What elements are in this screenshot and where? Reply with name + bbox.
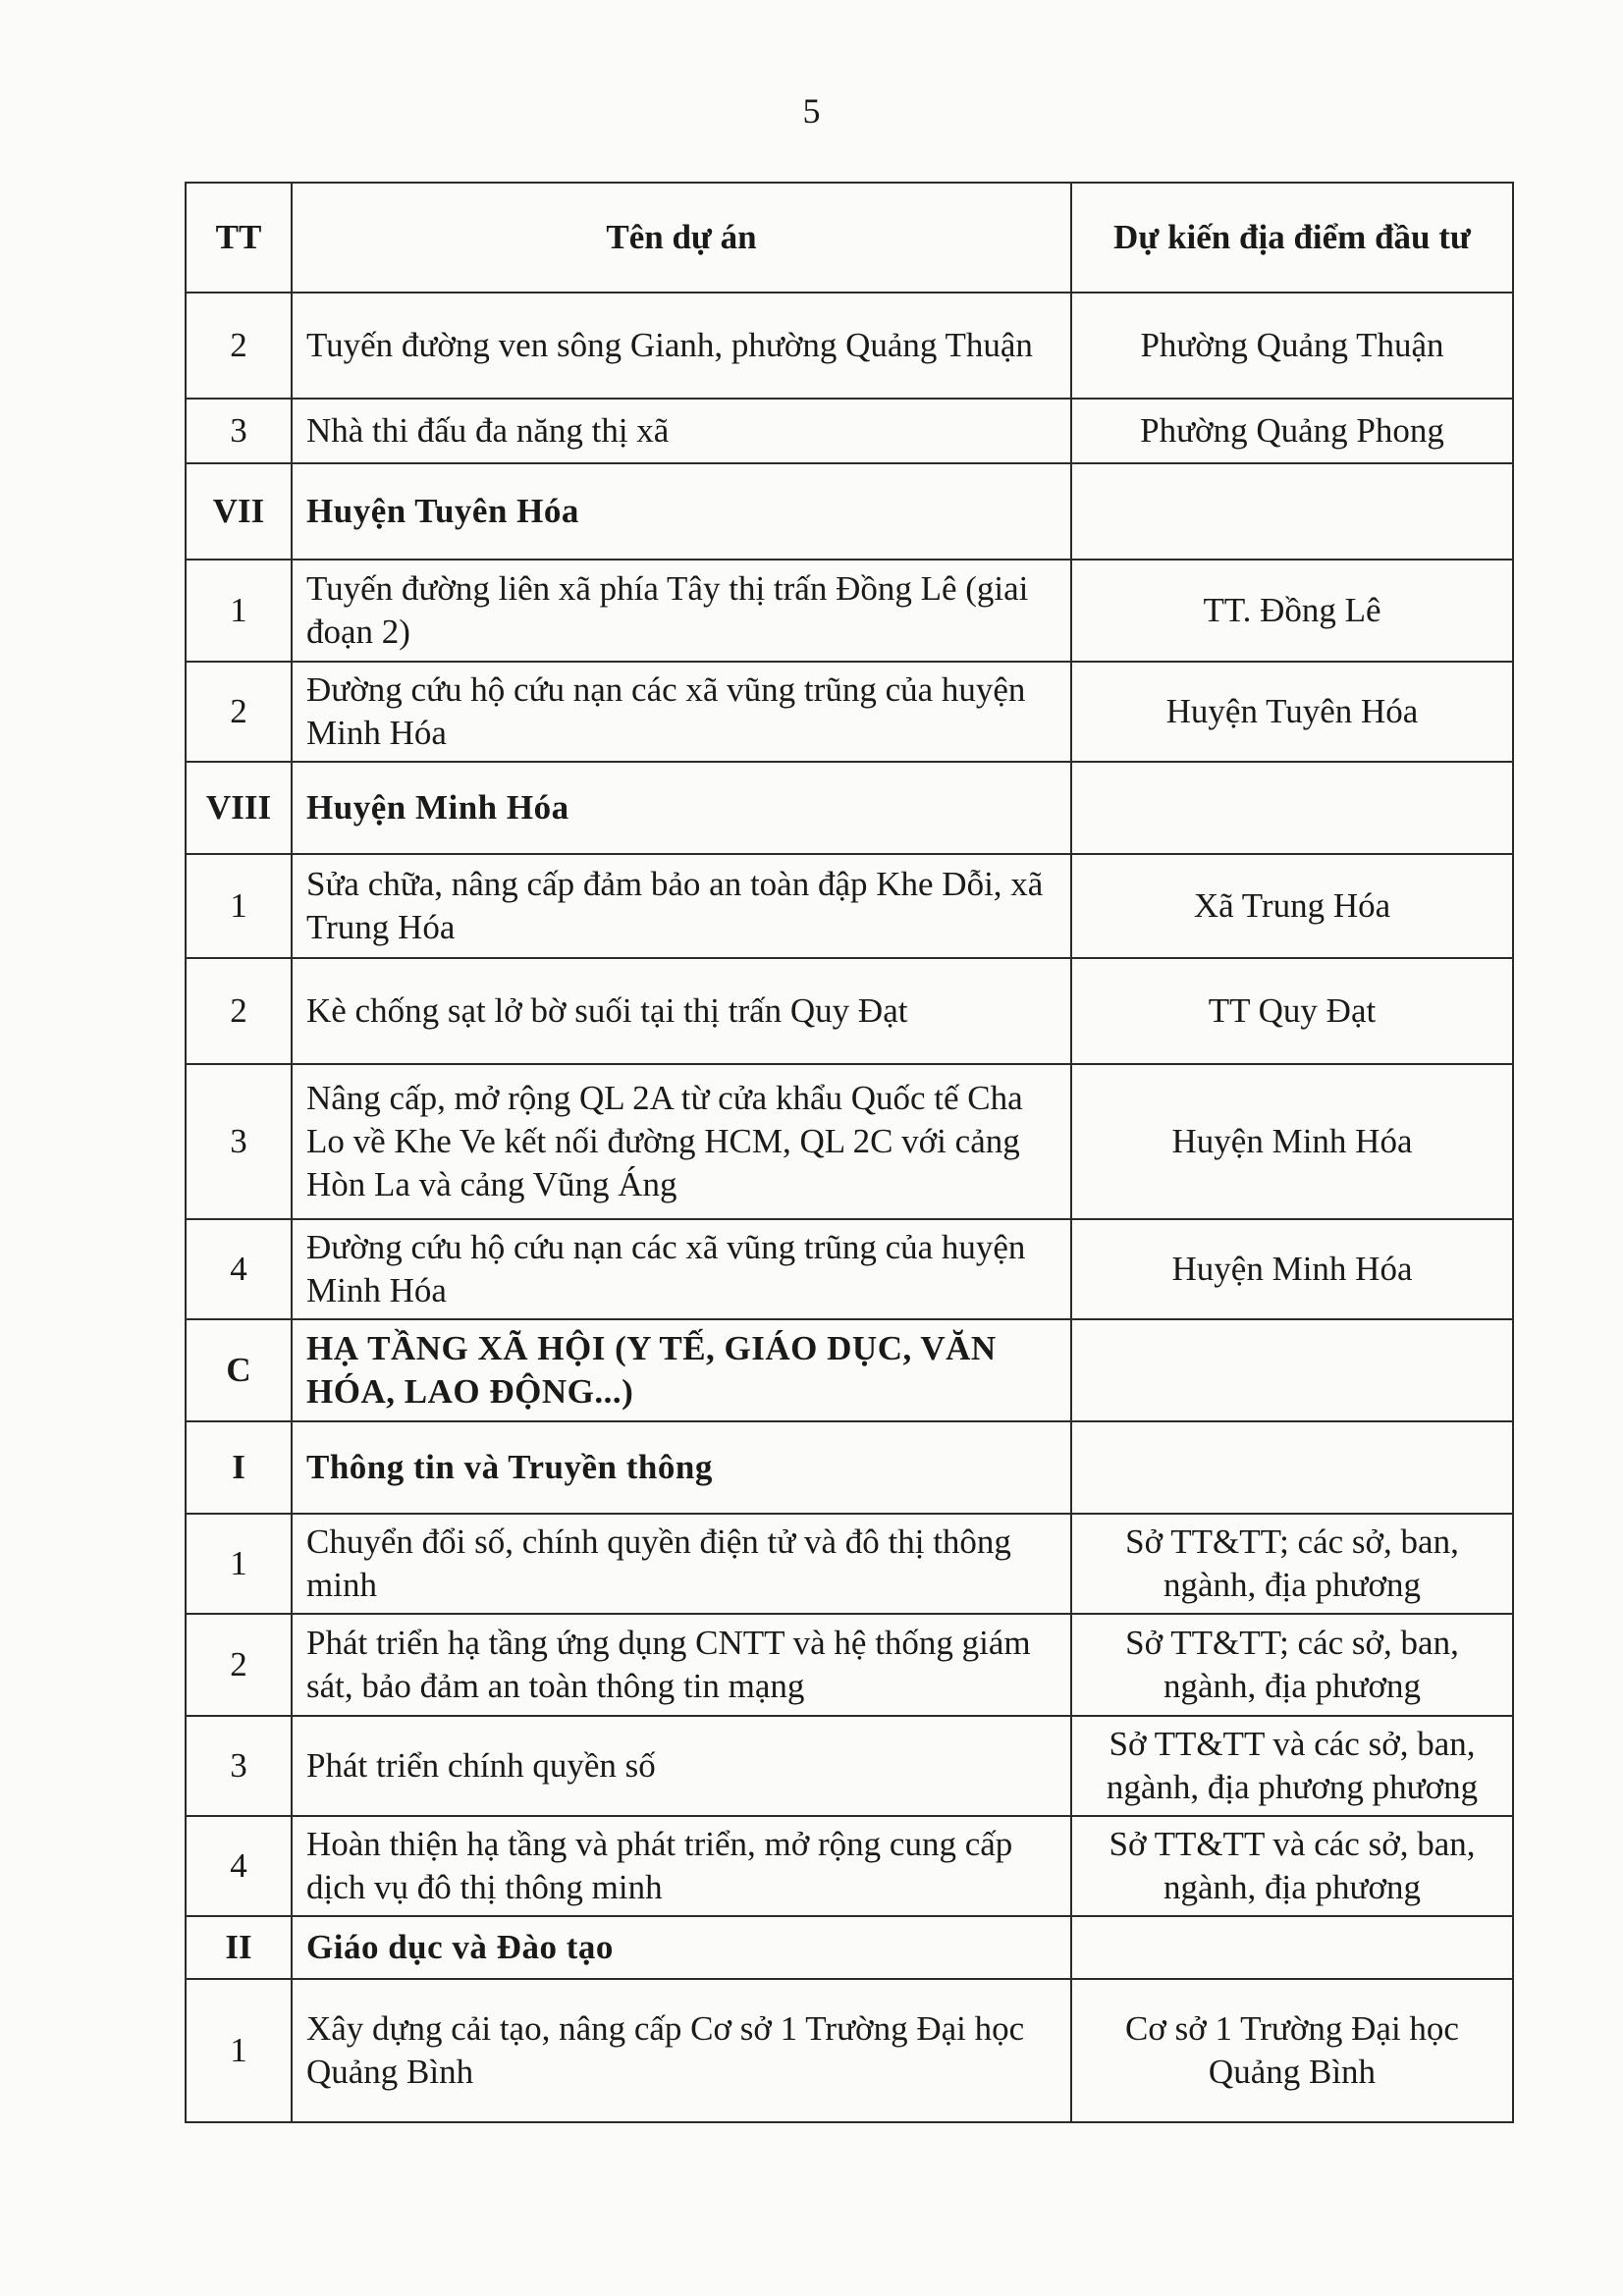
- row-number: 1: [186, 1979, 292, 2122]
- table-row: [186, 1614, 1513, 1716]
- investment-location: [1071, 1319, 1513, 1421]
- investment-location: Huyện Minh Hóa: [1071, 1219, 1513, 1319]
- investment-location: TT Quy Đạt: [1071, 958, 1513, 1064]
- investment-location: [1071, 463, 1513, 560]
- table-row: [186, 1716, 1513, 1816]
- investment-location: Sở TT&TT và các sở, ban, ngành, địa phương: [1071, 1816, 1513, 1916]
- header-tt: TT: [186, 183, 292, 293]
- table-row: [186, 1816, 1513, 1916]
- project-name: Phát triển chính quyền số: [292, 1716, 1071, 1816]
- investment-location: Huyện Minh Hóa: [1071, 1064, 1513, 1219]
- row-number: 2: [186, 293, 292, 399]
- row-number: 3: [186, 399, 292, 463]
- row-number: II: [186, 1916, 292, 1979]
- row-number: 4: [186, 1816, 292, 1916]
- row-number: I: [186, 1421, 292, 1514]
- project-name: Nâng cấp, mở rộng QL 2A từ cửa khẩu Quốc tế Cha Lo về Khe Ve kết nối đường HCM, QL 2C với cảng Hòn La và cảng Vũng Áng: [292, 1064, 1071, 1219]
- project-name: Thông tin và Truyền thông: [292, 1421, 1071, 1514]
- table-row: [186, 1979, 1513, 2122]
- table-row: [186, 1064, 1513, 1219]
- project-name: Huyện Tuyên Hóa: [292, 463, 1071, 560]
- project-name: Phát triển hạ tầng ứng dụng CNTT và hệ thống giám sát, bảo đảm an toàn thông tin mạng: [292, 1614, 1071, 1716]
- investment-location: Phường Quảng Thuận: [1071, 293, 1513, 399]
- table-group-row: [186, 463, 1513, 560]
- table-header-row: [186, 183, 1513, 293]
- row-number: VII: [186, 463, 292, 560]
- row-number: 2: [186, 662, 292, 762]
- investment-location: Cơ sở 1 Trường Đại học Quảng Bình: [1071, 1979, 1513, 2122]
- project-name: Tuyến đường ven sông Gianh, phường Quảng Thuận: [292, 293, 1071, 399]
- investment-location: Huyện Tuyên Hóa: [1071, 662, 1513, 762]
- project-name: Chuyển đổi số, chính quyền điện tử và đô thị thông minh: [292, 1514, 1071, 1614]
- header-location: Dự kiến địa điểm đầu tư: [1071, 183, 1513, 293]
- row-number: 3: [186, 1064, 292, 1219]
- table-group-row: [186, 762, 1513, 854]
- investment-location: Sở TT&TT và các sở, ban, ngành, địa phương phương: [1071, 1716, 1513, 1816]
- table-body: [186, 293, 1513, 2122]
- table-group-row: [186, 1319, 1513, 1421]
- project-name: Đường cứu hộ cứu nạn các xã vũng trũng của huyện Minh Hóa: [292, 662, 1071, 762]
- project-name: Sửa chữa, nâng cấp đảm bảo an toàn đập Khe Dỗi, xã Trung Hóa: [292, 854, 1071, 958]
- row-number: 2: [186, 1614, 292, 1716]
- row-number: 1: [186, 854, 292, 958]
- project-name: Hoàn thiện hạ tầng và phát triển, mở rộng cung cấp dịch vụ đô thị thông minh: [292, 1816, 1071, 1916]
- table-group-row: [186, 1421, 1513, 1514]
- project-table: [185, 182, 1514, 2123]
- project-name: HẠ TẦNG XÃ HỘI (Y TẾ, GIÁO DỤC, VĂN HÓA, LAO ĐỘNG...): [292, 1319, 1071, 1421]
- project-name: Đường cứu hộ cứu nạn các xã vũng trũng của huyện Minh Hóa: [292, 1219, 1071, 1319]
- investment-location: Sở TT&TT; các sở, ban, ngành, địa phương: [1071, 1614, 1513, 1716]
- project-name: Xây dựng cải tạo, nâng cấp Cơ sở 1 Trường Đại học Quảng Bình: [292, 1979, 1071, 2122]
- row-number: 1: [186, 1514, 292, 1614]
- table-row: [186, 958, 1513, 1064]
- investment-location: Phường Quảng Phong: [1071, 399, 1513, 463]
- row-number: VIII: [186, 762, 292, 854]
- table-row: [186, 662, 1513, 762]
- project-name: Giáo dục và Đào tạo: [292, 1916, 1071, 1979]
- row-number: 3: [186, 1716, 292, 1816]
- project-name: Kè chống sạt lở bờ suối tại thị trấn Quy Đạt: [292, 958, 1071, 1064]
- table-row: [186, 854, 1513, 958]
- header-project-name: Tên dự án: [292, 183, 1071, 293]
- investment-location: [1071, 1421, 1513, 1514]
- project-name: Nhà thi đấu đa năng thị xã: [292, 399, 1071, 463]
- investment-location: [1071, 762, 1513, 854]
- table-row: [186, 1514, 1513, 1614]
- row-number: C: [186, 1319, 292, 1421]
- table-row: [186, 1219, 1513, 1319]
- project-name: Tuyến đường liên xã phía Tây thị trấn Đồng Lê (giai đoạn 2): [292, 560, 1071, 662]
- row-number: 4: [186, 1219, 292, 1319]
- table-row: [186, 560, 1513, 662]
- table-row: [186, 399, 1513, 463]
- row-number: 1: [186, 560, 292, 662]
- table-group-row: [186, 1916, 1513, 1979]
- table-row: [186, 293, 1513, 399]
- investment-location: Xã Trung Hóa: [1071, 854, 1513, 958]
- investment-location: TT. Đồng Lê: [1071, 560, 1513, 662]
- project-name: Huyện Minh Hóa: [292, 762, 1071, 854]
- row-number: 2: [186, 958, 292, 1064]
- page-number: 5: [802, 91, 821, 131]
- investment-location: Sở TT&TT; các sở, ban, ngành, địa phương: [1071, 1514, 1513, 1614]
- investment-location: [1071, 1916, 1513, 1979]
